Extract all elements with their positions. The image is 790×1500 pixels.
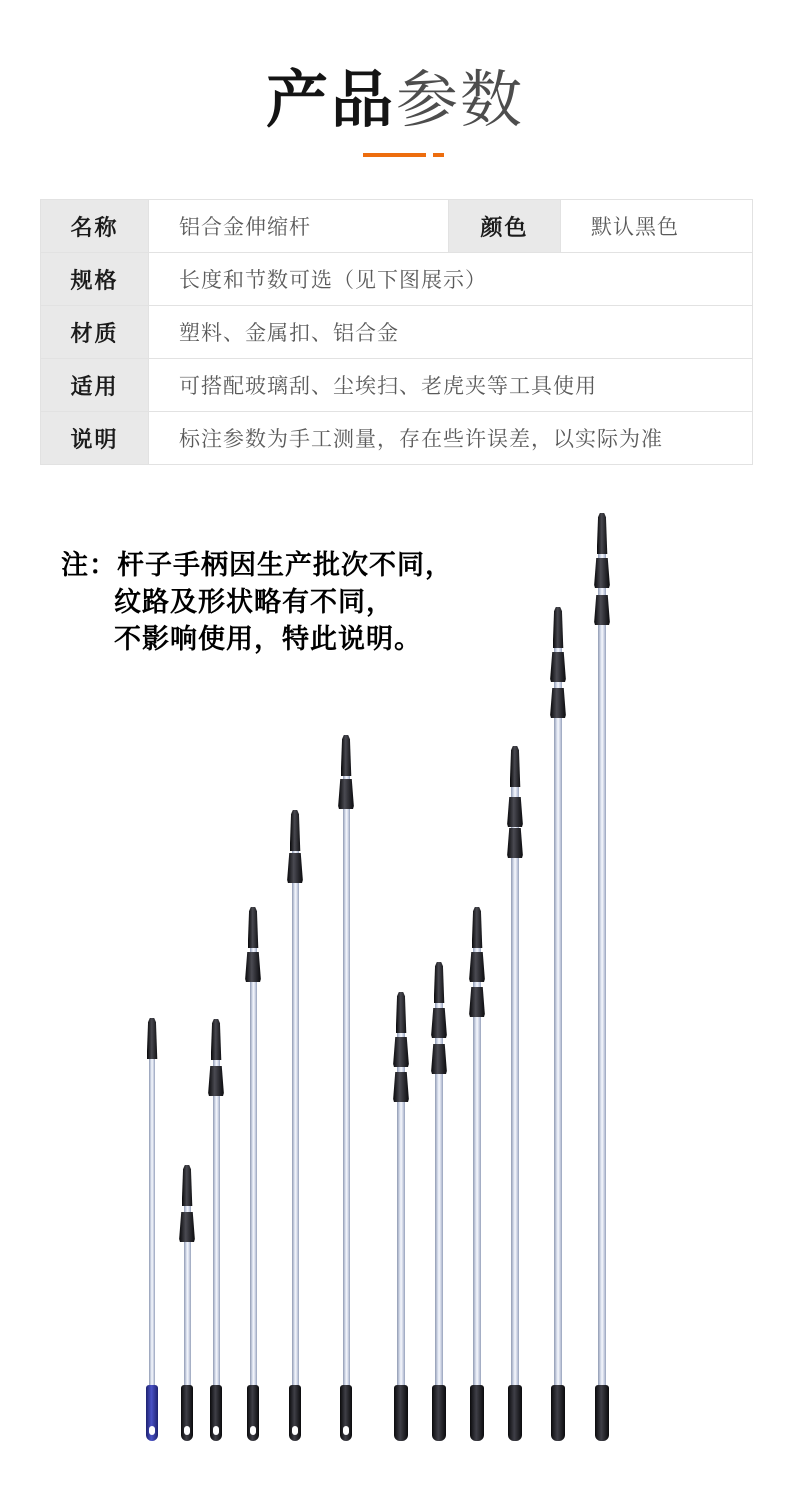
pole-11-collar-2 [550, 688, 566, 718]
pole-12-collar-1 [594, 558, 610, 588]
pole-10-top-cap [510, 746, 521, 787]
spec-label-usage: 适用 [41, 359, 149, 412]
pole-1-handle [146, 1385, 158, 1441]
pole-12-top-cap [597, 513, 608, 554]
pole-4-handle [247, 1385, 259, 1441]
pole-8-collar-2 [431, 1044, 447, 1074]
pole-1-top-cap [147, 1018, 158, 1059]
pole-12-collar-2 [594, 595, 610, 625]
spec-label-color: 颜色 [449, 200, 561, 253]
pole-3-shaft [213, 1056, 220, 1389]
pole-10-handle [508, 1385, 522, 1441]
note-line-3: 不影响使用，特此说明。 [114, 624, 422, 655]
page-title-light: 参数 [396, 63, 525, 136]
pole-2-top-cap [182, 1165, 193, 1206]
pole-11-handle [551, 1385, 565, 1441]
page-title-bold: 产品 [265, 63, 396, 136]
spec-label-spec: 规格 [41, 253, 149, 306]
pole-4-top-cap [248, 907, 259, 948]
pole-8-collar-1 [431, 1008, 447, 1038]
pole-5-collar-1 [287, 853, 303, 883]
pole-9-collar-2 [469, 987, 485, 1017]
pole-5-handle [289, 1385, 301, 1441]
pole-5-shaft [292, 847, 299, 1389]
pole-9-handle [470, 1385, 484, 1441]
pole-6-top-cap [341, 735, 352, 776]
pole-8-handle [432, 1385, 446, 1441]
pole-2-handle [181, 1385, 193, 1441]
pole-12-shaft [598, 550, 606, 1389]
pole-3-handle [210, 1385, 222, 1441]
note-line-2: 纹路及形状略有不同， [114, 587, 394, 618]
pole-6-handle [340, 1385, 352, 1441]
pole-5-top-cap [290, 810, 301, 851]
pole-7-handle [394, 1385, 408, 1441]
note-line-1: 注：杆子手柄因生产批次不同， [61, 550, 453, 581]
pole-11-top-cap [553, 607, 564, 648]
pole-7-collar-2 [393, 1072, 409, 1102]
pole-7-top-cap [396, 992, 407, 1033]
pole-10-shaft [511, 783, 519, 1389]
pole-10-collar-2 [507, 828, 523, 858]
pole-6-shaft [343, 772, 350, 1389]
pole-11-shaft [554, 644, 562, 1389]
spec-label-name: 名称 [41, 200, 149, 253]
spec-value-usage: 可搭配玻璃刮、尘埃扫、老虎夹等工具使用 [149, 359, 753, 412]
pole-3-collar-1 [208, 1066, 224, 1096]
spec-value-spec: 长度和节数可选（见下图展示） [149, 253, 753, 306]
pole-11-collar-1 [550, 652, 566, 682]
spec-value-name: 铝合金伸缩杆 [149, 200, 449, 253]
pole-2-collar-1 [179, 1212, 195, 1242]
pole-9-collar-1 [469, 952, 485, 982]
pole-9-top-cap [472, 907, 483, 948]
spec-value-color: 默认黑色 [561, 200, 753, 253]
pole-4-shaft [250, 944, 257, 1389]
pole-7-collar-1 [393, 1037, 409, 1067]
pole-12-handle [595, 1385, 609, 1441]
pole-4-collar-1 [245, 952, 261, 982]
spec-label-remark: 说明 [41, 412, 149, 465]
spec-value-remark: 标注参数为手工测量，存在些许误差，以实际为准 [149, 412, 753, 465]
pole-6-collar-1 [338, 779, 354, 809]
pole-10-collar-1 [507, 797, 523, 827]
pole-3-top-cap [211, 1019, 222, 1060]
pole-8-top-cap [434, 962, 445, 1003]
spec-value-material: 塑料、金属扣、铝合金 [149, 306, 753, 359]
spec-label-material: 材质 [41, 306, 149, 359]
pole-1-shaft [149, 1055, 155, 1389]
